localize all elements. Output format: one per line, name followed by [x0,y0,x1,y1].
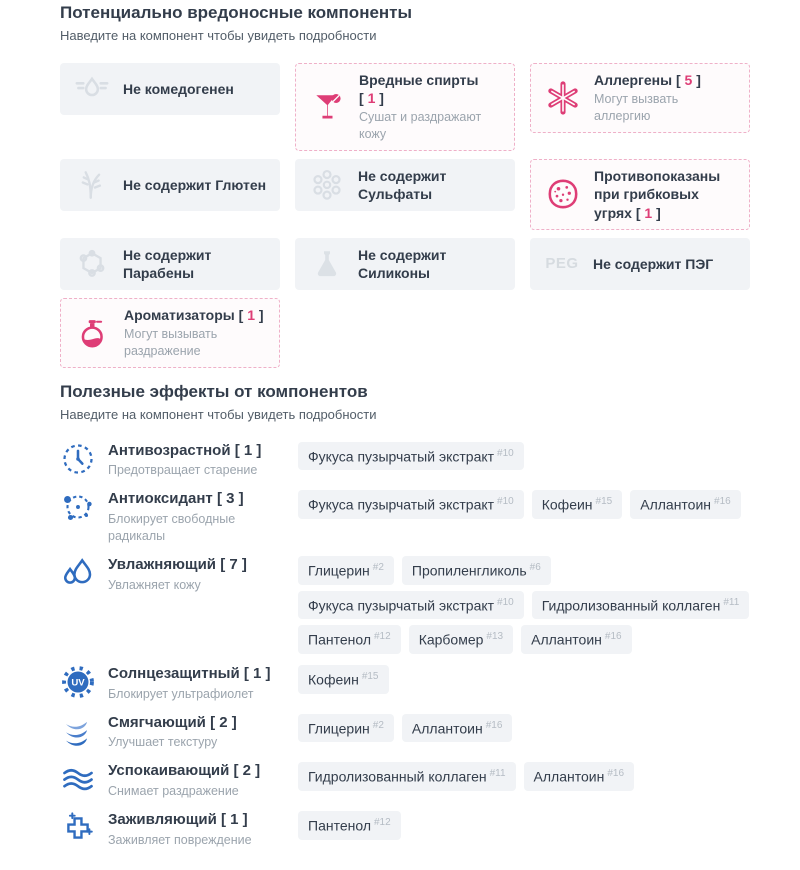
ingredient-tag[interactable]: Кофеин $^{\#15}$ [298,665,389,694]
water-drops-icon [60,555,96,591]
chemical-ring-icon [73,245,111,283]
ingredient-tag[interactable]: Пантенол $^{\#12}$ [298,811,401,840]
ingredient-tag[interactable]: Глицерин $^{\#2}$ [298,556,394,585]
ingredient-tag[interactable]: Фукуса пузырчатый экстракт $^{\#10}$ [298,591,524,620]
calm-waves-icon [60,761,96,797]
effect-desc: Блокирует свободные радикалы [108,512,236,543]
card-non-comedogenic [60,63,280,115]
effect-desc: Блокирует ультрафиолет [108,686,254,701]
card-label: Не содержит Глютен [123,177,267,194]
card-label: Не комедогенен [123,80,234,97]
count-badge: [ 1 ] [359,90,384,106]
card-title: Аллергены [ 5 ] [594,71,736,89]
svg-text:UV: UV [71,677,85,689]
card-fungal-acne[interactable] [530,159,750,230]
card-label: Не содержит ПЭГ [593,255,714,272]
effect-row-sun-protection [60,665,750,703]
ingredient-tag[interactable]: Фукуса пузырчатый экстракт $^{\#10}$ [298,490,524,519]
cocktail-icon [309,89,347,125]
effect-title: Заживляющий [ 1 ] [108,811,252,830]
peg-icon: PEG [545,255,579,273]
effect-title: Солнцезащитный [ 1 ] [108,665,271,684]
molecule-icon [308,166,346,204]
effect-row-softening [60,714,750,752]
ingredient-tag[interactable]: Гидролизованный коллаген $^{\#11}$ [532,591,750,620]
effect-row-anti-age [60,442,750,480]
flask-icon [308,246,346,282]
healing-cross-icon [60,810,96,846]
effect-row-antioxidant [60,490,750,545]
star-of-life-icon [544,80,582,116]
count-badge: [ 1 ] [239,307,264,323]
effect-count: [ 3 ] [217,490,244,507]
ingredient-tags [298,665,750,694]
effect-count: [ 7 ] [220,556,247,573]
soften-swirl-icon [60,713,96,749]
ingredient-tag[interactable]: Гидролизованный коллаген $^{\#11}$ [298,762,516,791]
ingredient-tags [298,556,750,654]
ingredient-tags [298,762,750,791]
card-title: Ароматизаторы [ 1 ] [124,306,266,324]
card-title: Противопоказаны при грибковых угрях [ 1 ] [594,167,736,222]
effect-title: Успокаивающий [ 2 ] [108,762,260,781]
ingredient-tag[interactable]: Карбомер $^{\#13}$ [409,625,513,654]
benefits-section [60,382,750,849]
ingredient-tag[interactable]: Аллантоин $^{\#16}$ [524,762,634,791]
card-paraben-free [60,238,280,290]
ingredient-tag[interactable]: Глицерин $^{\#2}$ [298,714,394,743]
benefits-section-title: Полезные эффекты от компонентов [60,381,368,401]
card-gluten-free [60,159,280,211]
effect-desc: Улучшает текстуру [108,735,218,750]
effect-desc: Заживляет повреждение [108,832,252,847]
card-label: Не содержит Парабены [123,246,212,281]
harmful-section [60,3,750,368]
microbe-icon [544,176,582,212]
count-badge: [ 5 ] [676,72,701,88]
card-title: Вредные спирты [ 1 ] [359,71,501,107]
effect-title: Увлажняющий [ 7 ] [108,556,247,575]
card-harmful-alcohols[interactable] [295,63,515,151]
effect-count: [ 1 ] [235,442,262,459]
card-desc: Могут вызвать аллергию [594,92,679,124]
card-fragrances[interactable] [60,298,280,368]
ingredient-tag[interactable]: Пантенол $^{\#12}$ [298,625,401,654]
effect-desc: Снимает раздражение [108,784,239,798]
card-silicone-free [295,238,515,290]
ingredient-tag[interactable]: Аллантоин $^{\#16}$ [630,490,740,519]
uv-sun-icon [60,664,96,700]
ingredient-tags [298,490,750,519]
benefit-effects-list [60,442,750,849]
effect-count: [ 2 ] [210,714,237,731]
card-desc: Сушат и раздражают кожу [359,110,482,142]
card-sulfate-free [295,159,515,211]
card-allergens[interactable] [530,63,750,133]
perfume-icon [74,315,112,351]
follicle-icon [73,70,111,108]
effect-count: [ 1 ] [221,811,248,828]
card-label: Не содержит Сульфаты [358,167,447,203]
clock-icon [60,441,96,477]
ingredient-tag[interactable]: Фукуса пузырчатый экстракт $^{\#10}$ [298,442,524,471]
benefits-section-hint: Наведите на компонент чтобы увидеть подробности [60,406,377,422]
count-badge: [ 1 ] [636,205,661,221]
effect-count: [ 1 ] [244,665,271,682]
ingredient-tags [298,714,750,743]
effect-title: Смягчающий [ 2 ] [108,714,237,733]
card-desc: Могут вызывать раздражение [124,326,218,358]
harmful-cards-grid [60,63,750,368]
ingredient-tag[interactable]: Кофеин $^{\#15}$ [532,490,623,519]
effect-count: [ 2 ] [233,762,260,779]
ingredient-tag[interactable]: Аллантоин $^{\#16}$ [402,714,512,743]
antioxidant-orbit-icon [60,489,96,525]
ingredient-tag[interactable]: Пропиленгликоль $^{\#6}$ [402,556,551,585]
effect-title: Антивозрастной [ 1 ] [108,442,261,461]
card-label: Не содержит Силиконы [358,246,447,281]
effect-desc: Предотвращает старение [108,463,258,478]
ingredient-tags [298,442,750,471]
harmful-section-hint: Наведите на компонент чтобы увидеть подробности [60,28,377,43]
effect-row-moisturizing [60,556,750,654]
effect-row-calming [60,762,750,800]
ingredient-tags [298,811,750,840]
wheat-icon [73,166,111,204]
effect-row-healing [60,811,750,849]
effect-desc: Увлажняет кожу [108,577,201,592]
card-peg-free [530,238,750,290]
effect-title: Антиоксидант [ 3 ] [108,490,258,509]
ingredient-tag[interactable]: Аллантоин $^{\#16}$ [521,625,631,654]
harmful-section-title: Потенциально вредоносные компоненты [60,3,413,22]
